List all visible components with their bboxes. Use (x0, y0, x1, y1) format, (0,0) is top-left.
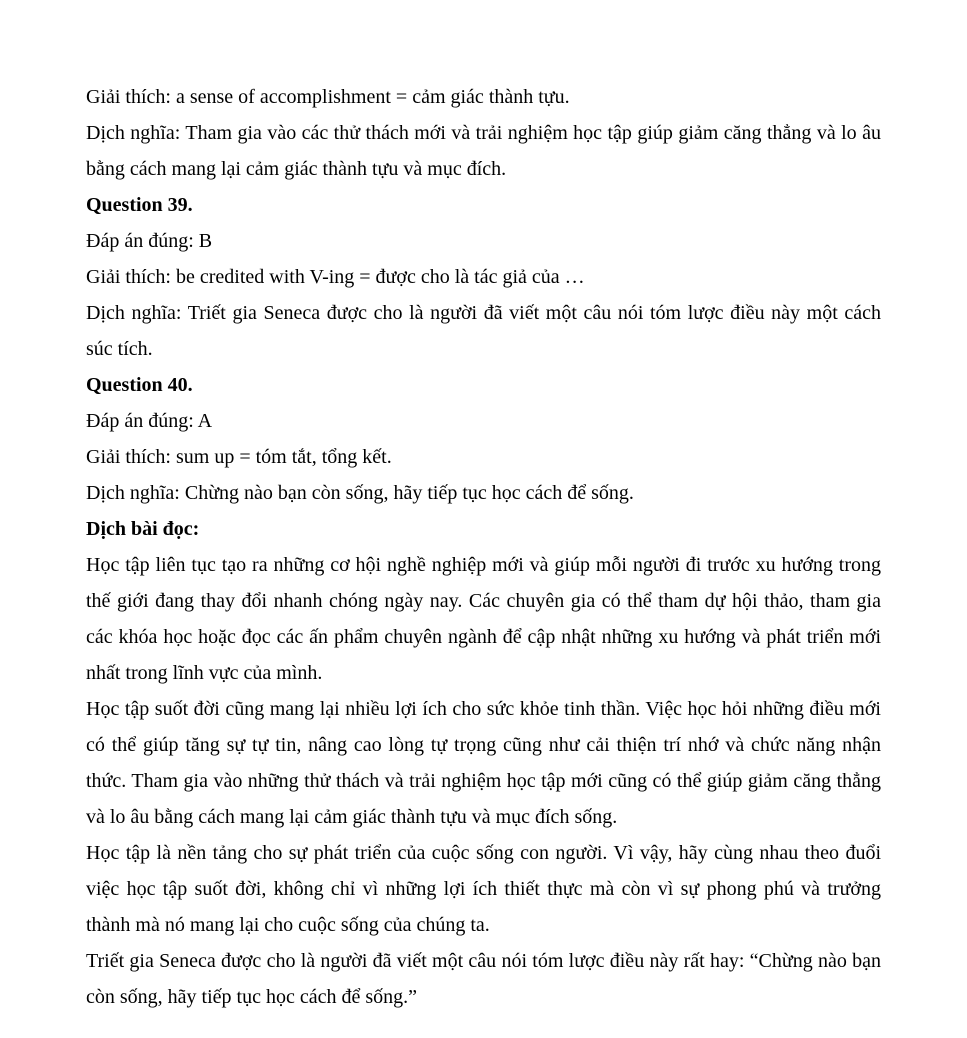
question-40-heading: Question 40. (86, 374, 193, 396)
passage-paragraph-1: Học tập liên tục tạo ra những cơ hội nghề nghiệp mới và giúp mỗi người đi trước xu hướng trong thế giới đang thay đổi nhanh chóng ngày nay. Các chuyên gia có thể tham dự hội thảo, tham gia các khóa học hoặc đọc các ấn phẩm chuyên ngành để cập nhật những xu hướng và phát triển mới nhất trong lĩnh vực của mình. (86, 554, 881, 684)
explanation-line-q40: Giải thích: sum up = tóm tắt, tổng kết. (86, 446, 392, 468)
explanation-line-q38: Giải thích: a sense of accomplishment = cảm giác thành tựu. (86, 86, 570, 108)
explanation-line-q39: Giải thích: be credited with V-ing = được cho là tác giả của … (86, 266, 585, 288)
passage-translation-heading: Dịch bài đọc: (86, 518, 200, 540)
passage-paragraph-3: Học tập là nền tảng cho sự phát triển của cuộc sống con người. Vì vậy, hãy cùng nhau theo đuổi việc học tập suốt đời, không chỉ vì những lợi ích thiết thực mà còn vì sự phong phú và trưởng thành mà nó mang lại cho cuộc sống của chúng ta. (86, 842, 881, 936)
translation-line-q38: Dịch nghĩa: Tham gia vào các thử thách mới và trải nghiệm học tập giúp giảm căng thẳng và lo âu bằng cách mang lại cảm giác thành tựu và mục đích. (86, 122, 881, 180)
passage-paragraph-4: Triết gia Seneca được cho là người đã viết một câu nói tóm lược điều này rất hay: “Chừng nào bạn còn sống, hãy tiếp tục học cách để sống.” (86, 950, 881, 1008)
document-content (86, 79, 881, 1015)
question-39-heading: Question 39. (86, 194, 193, 216)
translation-line-q39: Dịch nghĩa: Triết gia Seneca được cho là người đã viết một câu nói tóm lược điều này một cách súc tích. (86, 302, 881, 360)
passage-paragraph-2: Học tập suốt đời cũng mang lại nhiều lợi ích cho sức khỏe tinh thần. Việc học hỏi những điều mới có thể giúp tăng sự tự tin, nâng cao lòng tự trọng cũng như cải thiện trí nhớ và chức năng nhận thức. Tham gia vào những thử thách và trải nghiệm học tập mới cũng có thể giúp giảm căng thẳng và lo âu bằng cách mang lại cảm giác thành tựu và mục đích sống. (86, 698, 881, 828)
answer-line-q40: Đáp án đúng: A (86, 410, 213, 432)
answer-line-q39: Đáp án đúng: B (86, 230, 213, 252)
translation-line-q40: Dịch nghĩa: Chừng nào bạn còn sống, hãy tiếp tục học cách để sống. (86, 482, 634, 504)
